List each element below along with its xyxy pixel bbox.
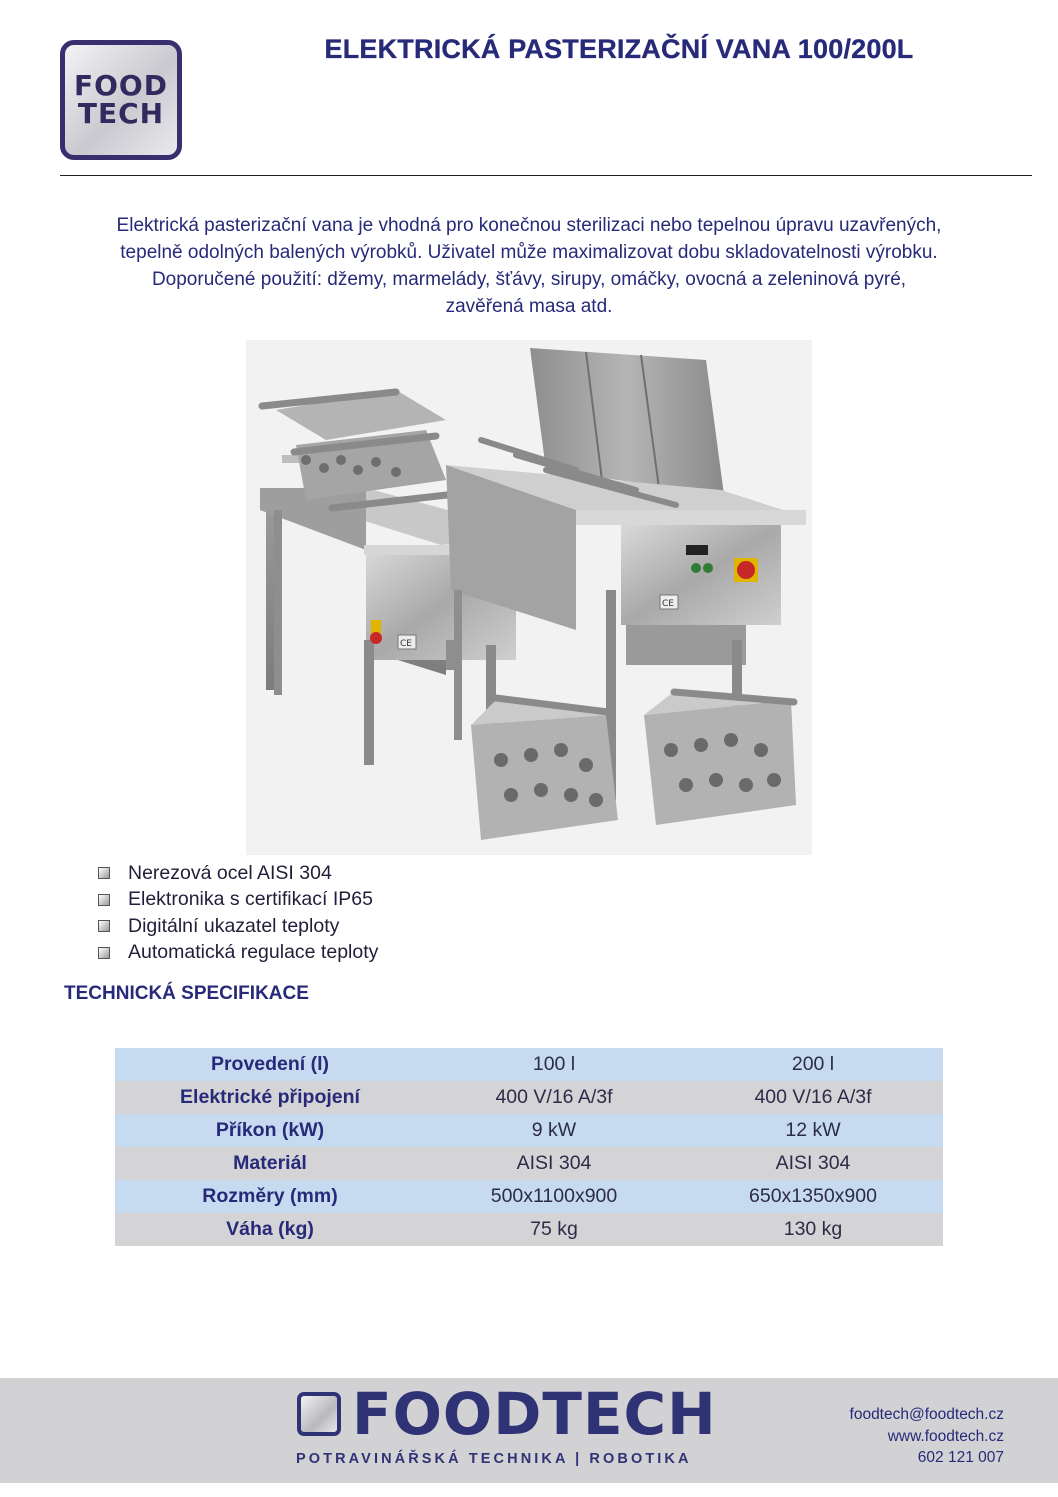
header-divider [60, 175, 1032, 176]
intro-line: Doporučené použití: džemy, marmelády, šťávy, sirupy, omáčky, ovocná a zeleninová pyré, [151, 269, 907, 290]
feature-text: Elektronika s certifikací IP65 [128, 888, 373, 911]
table-row [115, 1081, 943, 1114]
logo-line-1: FOOD [74, 69, 168, 102]
bullet-square-icon [98, 867, 110, 879]
spec-value-100: 400 V/16 A/3f [425, 1081, 683, 1114]
spec-value-200: AISI 304 [683, 1147, 943, 1180]
footer-tagline: POTRAVINÁŘSKÁ TECHNIKA | ROBOTIKA [296, 1451, 692, 1467]
intro-line: Elektrická pasterizační vana je vhodná pro konečnou sterilizaci nebo tepelnou úpravu uzavřených, [116, 215, 942, 236]
feature-item [98, 860, 378, 887]
spec-label: Materiál [115, 1147, 425, 1180]
page-title: ELEKTRICKÁ PASTERIZAČNÍ VANA 100/200L [324, 34, 914, 64]
bullet-square-icon [98, 947, 110, 959]
spec-value-100: AISI 304 [425, 1147, 683, 1180]
basket-right [644, 690, 796, 825]
spec-label: Váha (kg) [115, 1213, 425, 1246]
contact-phone: 602 121 007 [917, 1449, 1004, 1466]
spec-value-100: 9 kW [425, 1114, 683, 1147]
intro-line: zavěřená masa atd. [445, 296, 613, 317]
spec-value-200: 400 V/16 A/3f [683, 1081, 943, 1114]
logo-line-2: TECH [77, 97, 165, 130]
svg-text:CE: CE [400, 639, 412, 649]
footer-brand: FOODTECH [352, 1380, 717, 1448]
footer-contact [850, 1404, 1004, 1469]
spec-value-100: 100 l [425, 1048, 683, 1081]
table-row [115, 1147, 943, 1180]
spec-value-200: 12 kW [683, 1114, 943, 1147]
spec-label: Rozměry (mm) [115, 1180, 425, 1213]
intro-line: tepelně odolných balených výrobků. Uživatel může maximalizovat dobu skladovatelnosti výrobku. [120, 242, 938, 263]
spec-label: Provedení (l) [115, 1048, 425, 1081]
feature-list [98, 860, 378, 966]
feature-item [98, 913, 378, 940]
feature-text: Automatická regulace teploty [128, 941, 379, 964]
foodtech-logo [60, 40, 182, 160]
svg-text:CE: CE [662, 599, 674, 609]
table-row [115, 1213, 943, 1246]
spec-label: Příkon (kW) [115, 1114, 425, 1147]
table-row [115, 1048, 943, 1081]
contact-web[interactable]: www.foodtech.cz [887, 1427, 1004, 1445]
basket-left [471, 695, 618, 840]
feature-text: Nerezová ocel AISI 304 [128, 861, 332, 884]
spec-table [115, 1048, 943, 1246]
footer-logo-square-icon [297, 1392, 341, 1436]
spec-value-200: 130 kg [683, 1213, 943, 1246]
spec-value-200: 200 l [683, 1048, 943, 1081]
spec-value-100: 75 kg [425, 1213, 683, 1246]
bullet-square-icon [98, 894, 110, 906]
table-row [115, 1114, 943, 1147]
table-row [115, 1180, 943, 1213]
intro-paragraph [30, 212, 1028, 320]
contact-email[interactable]: foodtech@foodtech.cz [849, 1406, 1004, 1423]
bullet-square-icon [98, 920, 110, 932]
feature-text: Digitální ukazatel teploty [128, 914, 340, 937]
spec-label: Elektrické připojení [115, 1081, 425, 1114]
spec-value-200: 650x1350x900 [683, 1180, 943, 1213]
spec-value-100: 500x1100x900 [425, 1180, 683, 1213]
product-photo [246, 340, 812, 855]
footer [0, 1378, 1058, 1483]
feature-item [98, 940, 378, 967]
feature-item [98, 887, 378, 914]
spec-heading: TECHNICKÁ SPECIFIKACE [64, 983, 309, 1004]
